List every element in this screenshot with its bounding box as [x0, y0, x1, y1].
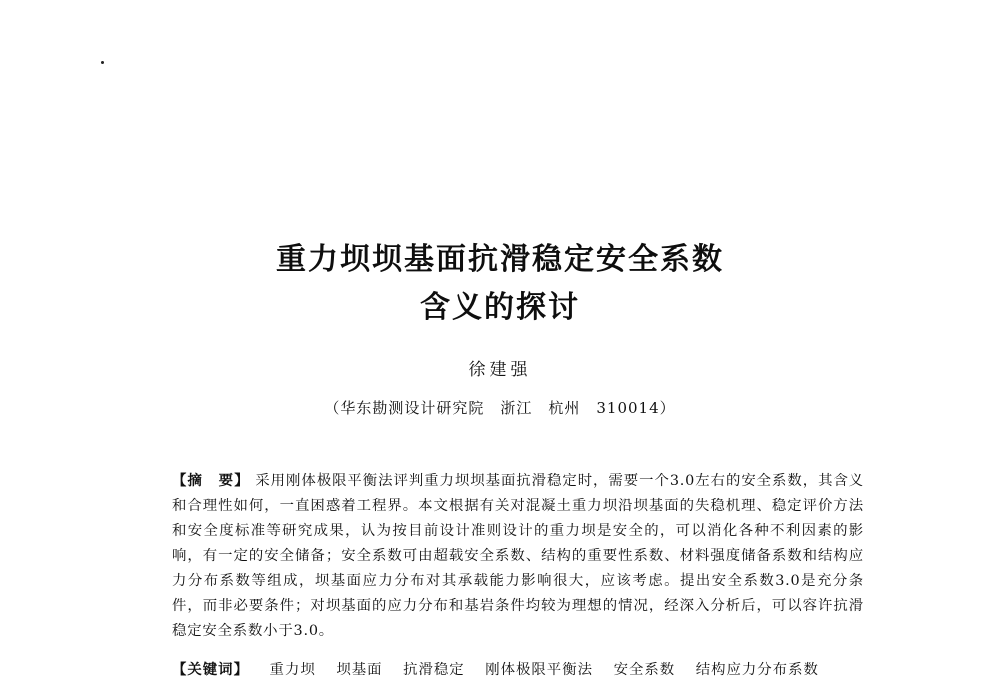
scan-speck — [101, 61, 104, 64]
keywords-label: 【关键词】 — [172, 662, 249, 678]
keyword-item: 抗滑稳定 — [403, 662, 465, 678]
keyword-item: 刚体极限平衡法 — [485, 662, 593, 678]
abstract-label: 【摘 要】 — [172, 473, 250, 489]
author-name: 徐建强 — [468, 360, 532, 380]
abstract-paragraph — [172, 469, 864, 644]
keyword-item: 安全系数 — [613, 662, 676, 678]
keyword-item: 重力坝 — [269, 662, 316, 678]
author-affiliation: （华东勘测设计研究院 浙江 杭州 310014） — [324, 399, 676, 417]
abstract-text: 采用刚体极限平衡法评判重力坝坝基面抗滑稳定时，需要一个3.0左右的安全系数，其含义和合理性如何，一直困惑着工程界。本文根据有关对混凝土重力坝沿坝基面的失稳机理、稳定评价方法和安全度标准等研究成果，认为按目前设计准则设计的重力坝是安全的，可以消化各种不利因素的影响，有一定的安全储备；安全系数可由超载安全系数、结构的重要性系数、材料强度储备系数和结构应力分布系数等组成，坝基面应力分布对其承载能力影响很大，应该考虑。提出安全系数3.0是充分条件，而非必要条件；对坝基面的应力分布和基岩条件均较为理想的情况，经深入分析后，可以容许抗滑稳定安全系数小于3.0。 — [172, 473, 864, 639]
paper-title-line-1: 重力坝坝基面抗滑稳定安全系数 — [276, 242, 724, 277]
paper-title-line-2: 含义的探讨 — [420, 290, 580, 325]
keyword-item: 结构应力分布系数 — [695, 662, 819, 678]
keyword-item: 坝基面 — [336, 662, 383, 678]
keywords-line — [172, 658, 864, 683]
